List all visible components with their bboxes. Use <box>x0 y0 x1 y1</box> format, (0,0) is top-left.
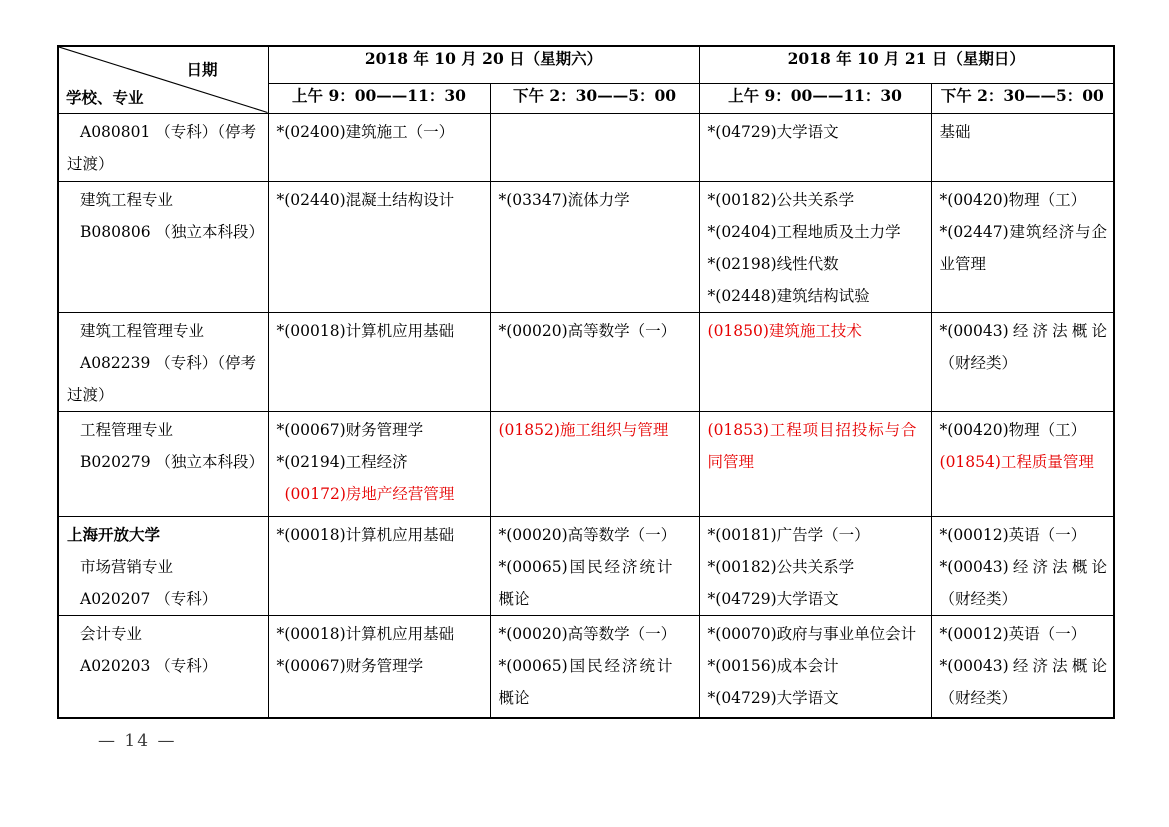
session-cell-sun-am <box>699 615 931 718</box>
course-entry: *(00043)经济法概论（财经类） <box>939 656 1108 707</box>
corner-cell <box>58 46 268 113</box>
course-entry: *(00012)英语（一） <box>939 525 1087 544</box>
time-header-sun-am: 上午 9：00——11：30 <box>699 83 931 113</box>
session-cell-sun-pm <box>931 181 1114 312</box>
school-cell <box>58 312 268 411</box>
session-cell-sat-pm <box>490 312 699 411</box>
school-line: 工程管理专业 <box>80 420 174 439</box>
course-entry: (01854)工程质量管理 <box>939 452 1094 471</box>
session-cell-sun-am <box>699 411 931 516</box>
course-entry: *(00420)物理（工） <box>939 420 1087 439</box>
session-cell-sat-pm <box>490 113 699 181</box>
course-entry: 基础 <box>939 122 971 141</box>
course-entry: *(03347)流体力学 <box>498 190 630 209</box>
session-cell-sat-pm <box>490 615 699 718</box>
session-cell-sun-am <box>699 516 931 615</box>
course-entry: *(04729)大学语文 <box>707 589 839 608</box>
course-entry: *(00020)高等数学（一） <box>498 624 677 643</box>
session-cell-sat-pm <box>490 181 699 312</box>
school-line: 建筑工程专业 <box>80 190 174 209</box>
course-entry: (01852)施工组织与管理 <box>498 420 669 439</box>
course-entry: *(00067)财务管理学 <box>276 656 424 675</box>
school-line: B080806 （独立本科段） <box>80 222 264 241</box>
course-entry: *(04729)大学语文 <box>707 122 839 141</box>
course-entry: *(00070)政府与事业单位会计 <box>707 624 917 643</box>
course-entry: *(02400)建筑施工（一） <box>276 122 455 141</box>
session-cell-sun-pm <box>931 615 1114 718</box>
course-entry: *(00020)高等数学（一） <box>498 525 677 544</box>
course-entry: *(00018)计算机应用基础 <box>276 321 455 340</box>
school-line: 上海开放大学 <box>67 524 161 544</box>
course-entry: *(00065)国民经济统计概论 <box>498 656 673 707</box>
session-cell-sat-am <box>268 516 490 615</box>
school-line: A020207 （专科） <box>80 589 218 608</box>
course-entry: *(00420)物理（工） <box>939 190 1087 209</box>
time-header-sun-pm: 下午 2：30——5：00 <box>931 83 1114 113</box>
table-row <box>58 615 1114 718</box>
time-header-sat-pm: 下午 2：30——5：00 <box>490 83 699 113</box>
session-cell-sun-am <box>699 181 931 312</box>
table-row <box>58 312 1114 411</box>
table-row <box>58 411 1114 516</box>
session-cell-sat-am <box>268 615 490 718</box>
school-cell <box>58 516 268 615</box>
school-cell <box>58 411 268 516</box>
course-entry: *(00182)公共关系学 <box>707 190 855 209</box>
course-entry: *(00018)计算机应用基础 <box>276 624 455 643</box>
session-cell-sat-am <box>268 181 490 312</box>
course-entry: *(00067)财务管理学 <box>276 420 424 439</box>
course-entry: *(02447)建筑经济与企业管理 <box>939 222 1108 273</box>
table-row <box>58 181 1114 312</box>
course-entry: *(00182)公共关系学 <box>707 557 855 576</box>
course-entry: *(02404)工程地质及土力学 <box>707 222 901 241</box>
school-cell <box>58 615 268 718</box>
course-entry: *(02448)建筑结构试验 <box>707 286 870 305</box>
school-line: A082239 （专科）（停考过渡） <box>67 353 257 404</box>
course-entry: *(02440)混凝土结构设计 <box>276 190 455 209</box>
page-number: — 14 — <box>98 731 177 751</box>
course-entry: *(04729)大学语文 <box>707 688 839 707</box>
school-cell <box>58 181 268 312</box>
course-entry: *(00012)英语（一） <box>939 624 1087 643</box>
school-line: 会计专业 <box>80 624 143 643</box>
course-entry: *(02198)线性代数 <box>707 254 839 273</box>
day-header-sunday: 2018 年 10 月 21 日（星期日） <box>699 46 1114 83</box>
session-cell-sun-pm <box>931 411 1114 516</box>
session-cell-sun-am <box>699 312 931 411</box>
school-line: B020279 （独立本科段） <box>80 452 264 471</box>
school-line: 建筑工程管理专业 <box>80 321 205 340</box>
time-header-sat-am: 上午 9：00——11：30 <box>268 83 490 113</box>
session-cell-sat-pm <box>490 516 699 615</box>
course-entry: *(00043)经济法概论（财经类） <box>939 321 1108 372</box>
session-cell-sun-pm <box>931 113 1114 181</box>
course-entry: (01853)工程项目招投标与合同管理 <box>707 420 917 471</box>
table-row <box>58 516 1114 615</box>
course-entry: *(00020)高等数学（一） <box>498 321 677 340</box>
session-cell-sun-am <box>699 113 931 181</box>
session-cell-sat-am <box>268 312 490 411</box>
course-entry: *(00181)广告学（一） <box>707 525 870 544</box>
course-entry: (01850)建筑施工技术 <box>707 321 862 340</box>
school-line: A080801 （专科）（停考过渡） <box>67 122 257 173</box>
course-entry: (00172)房地产经营管理 <box>284 484 455 503</box>
school-line: A020203 （专科） <box>80 656 218 675</box>
corner-date-label: 日期 <box>186 60 218 79</box>
session-cell-sat-am <box>268 113 490 181</box>
course-entry: *(00018)计算机应用基础 <box>276 525 455 544</box>
exam-schedule-table <box>57 45 1115 719</box>
school-line: 市场营销专业 <box>80 557 174 576</box>
session-cell-sun-pm <box>931 312 1114 411</box>
table-row <box>58 113 1114 181</box>
session-cell-sun-pm <box>931 516 1114 615</box>
day-header-saturday: 2018 年 10 月 20 日（星期六） <box>268 46 699 83</box>
session-cell-sat-pm <box>490 411 699 516</box>
course-entry: *(00065)国民经济统计概论 <box>498 557 673 608</box>
session-cell-sat-am <box>268 411 490 516</box>
school-cell <box>58 113 268 181</box>
header-row-dates <box>58 46 1114 83</box>
course-entry: *(00043)经济法概论（财经类） <box>939 557 1108 608</box>
course-entry: *(02194)工程经济 <box>276 452 408 471</box>
course-entry: *(00156)成本会计 <box>707 656 839 675</box>
corner-school-label: 学校、专业 <box>66 87 144 107</box>
